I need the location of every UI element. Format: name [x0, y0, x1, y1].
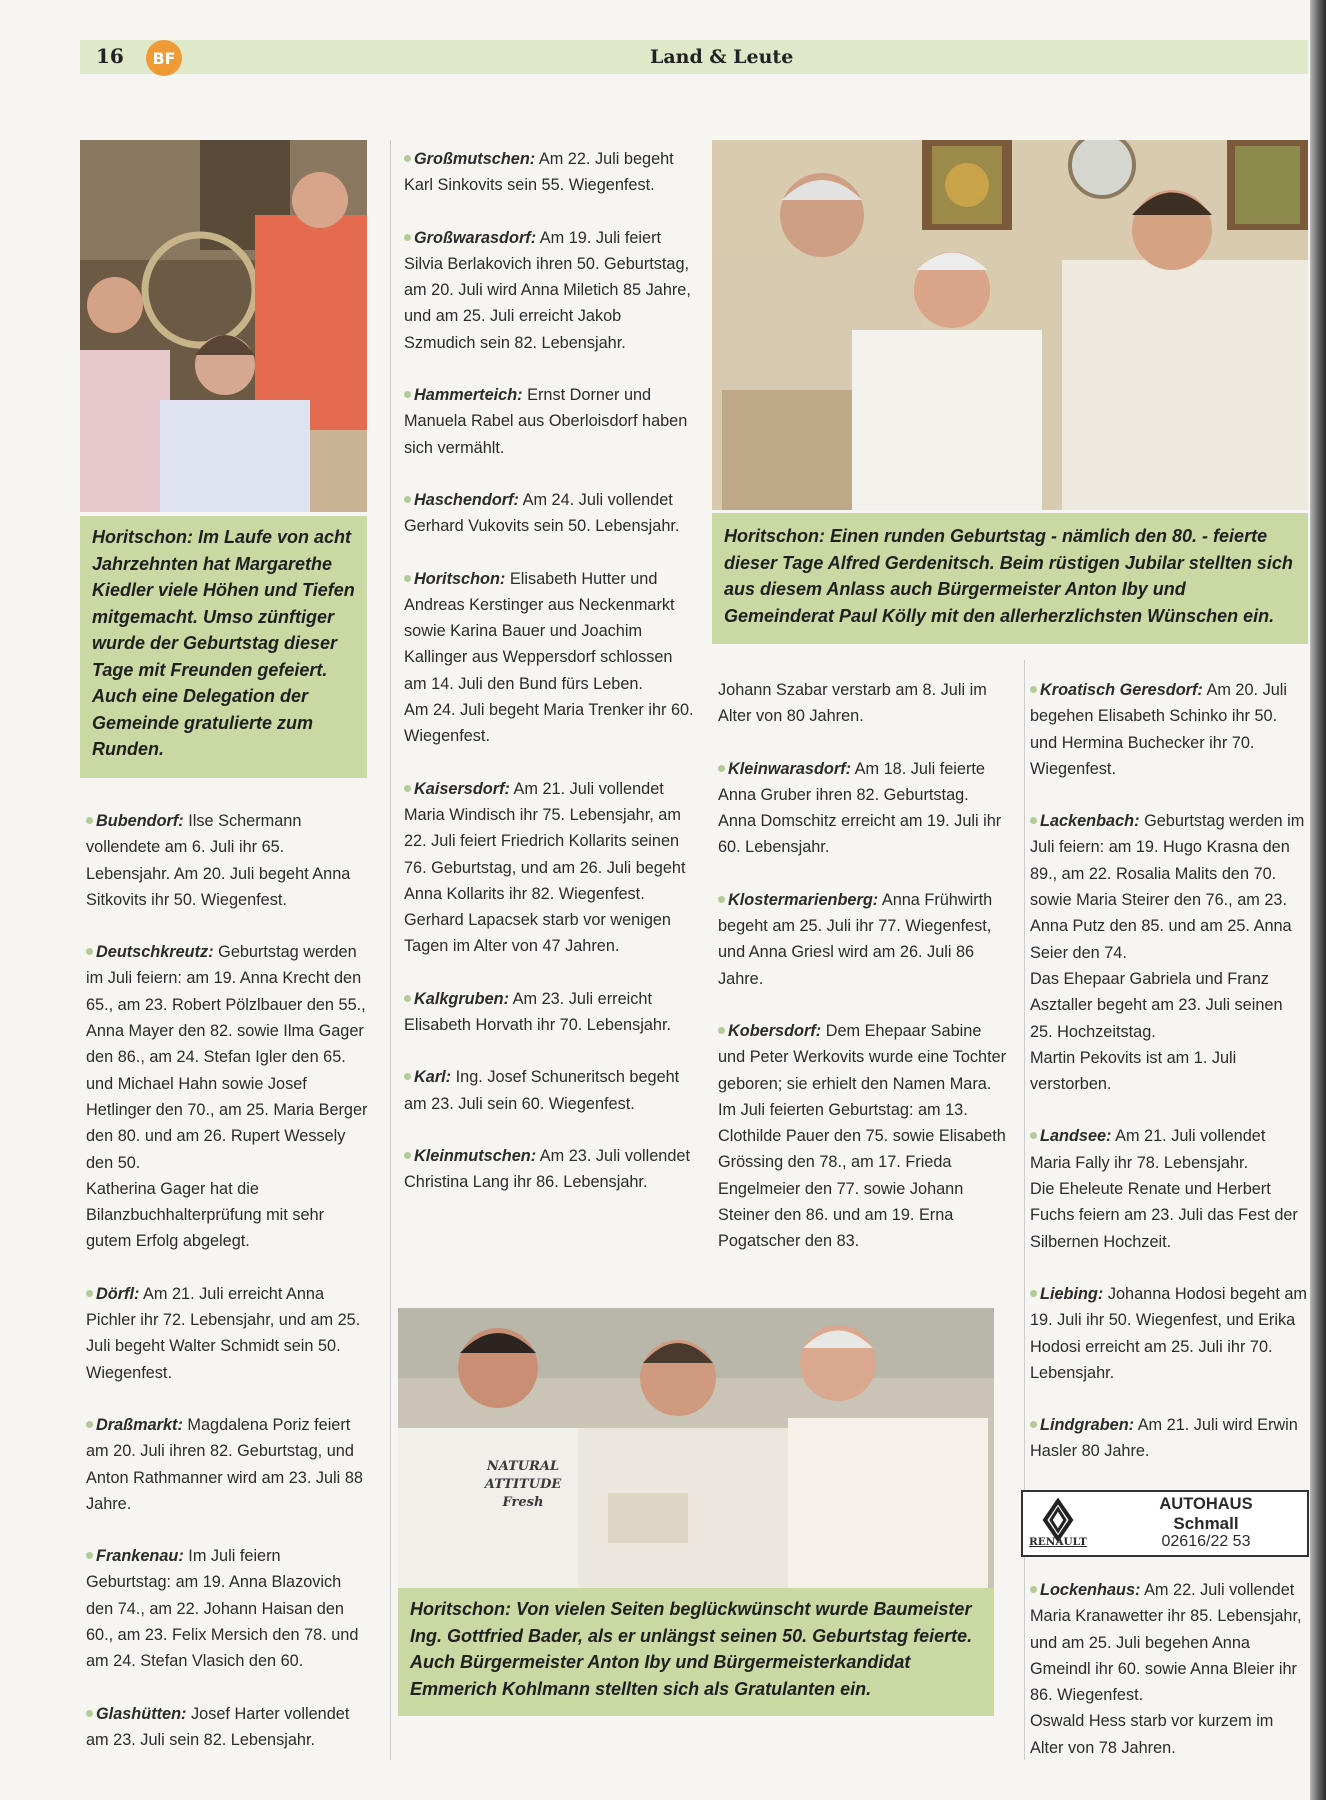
column-4 — [1030, 677, 1308, 1491]
bullet-icon — [86, 1421, 93, 1428]
caption-photo-3: Horitschon: Von vielen Seiten beglückwünscht wurde Baumeister Ing. Gottfried Bader, als er unlängst seinen 50. Geburtstag feierte. Auch Bürgermeister Anton Iby und Bürgermeisterkandidat Emmerich Kohlmann stellten sich als Gratulanten ein. — [398, 1588, 994, 1716]
entry-bubendorf: Bubendorf: Ilse Schermann vollendete am 6. Juli ihr 65. Lebensjahr. Am 20. Juli begeht Anna Sitkovits ihr 50. Wiegenfest. — [86, 812, 351, 909]
bullet-icon — [404, 155, 411, 162]
ad-brand: RENAULT — [1029, 1536, 1087, 1548]
ad-line-1: AUTOHAUS — [1159, 1495, 1253, 1513]
entry-grossmutschen: Großmutschen: Am 22. Juli begeht Karl Sinkovits sein 55. Wiegenfest. — [404, 150, 674, 195]
bullet-icon — [404, 785, 411, 792]
column-4-continued — [1030, 1577, 1308, 1787]
caption-photo-2: Horitschon: Einen runden Geburtstag - nämlich den 80. - feierte dieser Tage Alfred Gerdenitsch. Beim rüstigen Jubilar stellten sich aus diesem Anlass auch Bürgermeister Anton Iby und Gemeinderat Paul Kölly mit den allerherzlichsten Wünschen ein. — [712, 513, 1308, 644]
column-2 — [404, 146, 694, 1222]
entry-klostermarienberg: Klostermarienberg: Anna Frühwirth begeht am 25. Juli ihr 77. Wiegenfest, und Anna Griesl wird am 26. Juli 86 Jahre. — [718, 890, 993, 988]
entry-doerfl: Dörfl: Am 21. Juli erreicht Anna Pichler ihr 72. Lebensjahr, und am 25. Juli begeht Walter Schmidt sein 50. Wiegenfest. — [86, 1284, 361, 1382]
entry-hammerteich: Hammerteich: Ernst Dorner und Manuela Rabel aus Oberloisdorf haben sich vermählt. — [404, 386, 688, 457]
page-binding-shadow — [1310, 0, 1326, 1800]
column-separator-2 — [1024, 660, 1025, 1760]
autohaus-ad — [1021, 1490, 1309, 1557]
entry-horitschon: Horitschon: Elisabeth Hutter und Andreas Kerstinger aus Neckenmarkt sowie Karina Bauer und Joachim Kallinger aus Weppersdorf schlossen am 14. Juli den Bund fürs Leben. Am 24. Juli begeht Maria Trenker ihr 60. Wiegenfest. — [404, 569, 694, 746]
bullet-icon — [86, 1552, 93, 1559]
entry-glashuetten: Glashütten: Josef Harter vollendet am 23. Juli sein 82. Lebensjahr. — [86, 1704, 350, 1749]
bullet-icon — [404, 995, 411, 1002]
entry-grosswarasdorf: Großwarasdorf: Am 19. Juli feiert Silvia Berlakovich ihren 50. Geburtstag, am 20. Juli wird Anna Miletich 85 Jahre, und am 25. Juli erreicht Jakob Szmudich sein 82. Lebensjahr. — [404, 228, 691, 352]
bf-logo: BF — [146, 40, 182, 76]
bullet-icon — [86, 1710, 93, 1717]
bullet-icon — [404, 1152, 411, 1159]
column-1 — [86, 808, 368, 1779]
entry-lindgraben: Lindgraben: Am 21. Juli wird Erwin Hasler 80 Jahre. — [1030, 1416, 1298, 1461]
entry-liebing: Liebing: Johanna Hodosi begeht am 19. Juli ihr 50. Wiegenfest, und Erika Hodosi erreicht am 25. Juli ihr 70. Lebensjahr. — [1030, 1284, 1307, 1382]
ad-line-2: Schmall — [1173, 1514, 1239, 1533]
column-3 — [718, 677, 1010, 1281]
bullet-icon — [1030, 1290, 1037, 1297]
entry-kroatisch-geresdorf: Kroatisch Geresdorf: Am 20. Juli begehen Elisabeth Schinko ihr 50. und Hermina Buchecker ihr 70. Wiegenfest. — [1030, 681, 1288, 778]
entry-landsee: Landsee: Am 21. Juli vollendet Maria Fally ihr 78. Lebensjahr. Die Eheleute Renate und Herbert Fuchs feiern am 23. Juli das Fest der Silbernen Hochzeit. — [1030, 1127, 1298, 1251]
bullet-icon — [404, 234, 411, 241]
entry-frankenau: Frankenau: Im Juli feiern Geburtstag: am 19. Anna Blazovich den 74., am 22. Johann Haisan den 60., am 23. Felix Mersich den 78. und am 24. Stefan Vlasich den 60. — [86, 1547, 359, 1671]
bullet-icon — [1030, 1132, 1037, 1139]
entry-haschendorf: Haschendorf: Am 24. Juli vollendet Gerhard Vukovits sein 50. Lebensjahr. — [404, 490, 680, 536]
bullet-icon — [86, 948, 93, 955]
ad-phone: 02616/22 53 — [1161, 1533, 1251, 1550]
entry-karl: Karl: Ing. Josef Schuneritsch begeht am 23. Juli sein 60. Wiegenfest. — [404, 1068, 680, 1113]
bullet-icon — [404, 1073, 411, 1080]
bullet-icon — [86, 817, 93, 824]
bullet-icon — [404, 391, 411, 398]
bullet-icon — [1030, 1421, 1037, 1428]
entry-kleinmutschen: Kleinmutschen: Am 23. Juli vollendet Christina Lang ihr 86. Lebensjahr. — [404, 1146, 690, 1192]
photo-kiedler — [80, 140, 367, 512]
bullet-icon — [1030, 686, 1037, 693]
bullet-icon — [1030, 817, 1037, 824]
column-separator-1 — [390, 140, 391, 1760]
caption-photo-1: Horitschon: Im Laufe von acht Jahrzehnten hat Margarethe Kiedler viele Höhen und Tiefen mitgemacht. Umso zünftiger wurde der Geburtstag dieser Tage mit Freunden gefeiert. Auch eine Delegation der Gemeinde gratulierte zum Runden. — [80, 516, 367, 778]
section-title: Land & Leute — [650, 46, 794, 68]
entry-deutschkreutz: Deutschkreutz: Geburtstag werden im Juli feiern: am 19. Anna Krecht den 65., am 23. Robert Pölzlbauer den 55., Anna Mayer den 82. sowie Ilma Gager den 86., am 24. Stefan Igler den 65. und Michael Hahn sowie Josef Hetlinger den 70., am 25. Maria Berger den 80. und am 26. Rupert Wessely den 50. Katherina Gager hat die Bilanzbuchhalterprüfung mit sehr gutem Erfolg abgelegt. — [86, 943, 368, 1251]
entry-lockenhaus: Lockenhaus: Am 22. Juli vollendet Maria Kranawetter ihr 85. Lebensjahr, und am 25. Juli begehen Anna Gmeindl ihr 60. sowie Anna Bleier ihr 86. Wiegenfest. Oswald Hess starb vor kurzem im Alter von 78 Jahren. — [1030, 1581, 1302, 1757]
entry-lackenbach: Lackenbach: Geburtstag werden im Juli feiern: am 19. Hugo Krasna den 89., am 22. Rosalia Malits den 70. sowie Maria Steirer den 76., am 23. Anna Putz den 85. und am 25. Anna Seier den 74. Das Ehepaar Gabriela und Franz Asztaller begeht am 23. Juli seinen 25. Hochzeitstag. Martin Pekovits ist am 1. Juli verstorben. — [1030, 812, 1305, 1094]
entry-szabar: Johann Szabar verstarb am 8. Juli im Alter von 80 Jahren. — [718, 681, 987, 726]
entry-kalkgruben: Kalkgruben: Am 23. Juli erreicht Elisabeth Horvath ihr 70. Lebensjahr. — [404, 989, 671, 1035]
bullet-icon — [1030, 1586, 1037, 1593]
bullet-icon — [718, 765, 725, 772]
entry-kleinwarasdorf: Kleinwarasdorf: Am 18. Juli feierte Anna Gruber ihren 82. Geburtstag. Anna Domschitz erreicht am 19. Juli ihr 60. Lebensjahr. — [718, 759, 1002, 857]
photo-bader — [398, 1308, 994, 1588]
photo-gerdenitsch — [712, 140, 1308, 510]
bullet-icon — [86, 1290, 93, 1297]
entry-kaisersdorf: Kaisersdorf: Am 21. Juli vollendet Maria Windisch ihr 75. Lebensjahr, am 22. Juli feiert Friedrich Kollarits seinen 76. Geburtstag, und am 26. Juli begeht Anna Kollarits ihr 82. Wiegenfest. Gerhard Lapacsek starb vor wenigen Tagen im Alter von 47 Jahren. — [404, 779, 686, 956]
bullet-icon — [404, 575, 411, 582]
bullet-icon — [718, 896, 725, 903]
bullet-icon — [718, 1027, 725, 1034]
shirt-print: NATURAL ATTITUDE Fresh — [484, 1459, 562, 1510]
bullet-icon — [404, 496, 411, 503]
page-number: 16 — [96, 44, 124, 68]
entry-kobersdorf: Kobersdorf: Dem Ehepaar Sabine und Peter Werkovits wurde eine Tochter geboren; sie erhielt den Namen Mara. Im Juli feierten Geburtstag: am 13. Clothilde Pauer den 75. sowie Elisabeth Grössing den 78., am 17. Frieda Engelmeier den 77. sowie Johann Steiner den 86. und am 19. Erna Pogatscher den 83. — [718, 1021, 1007, 1251]
entry-drassmarkt: Draßmarkt: Magdalena Poriz feiert am 20. Juli ihren 82. Geburtstag, und Anton Rathmanner wird am 23. Juli 88 Jahre. — [86, 1415, 363, 1513]
